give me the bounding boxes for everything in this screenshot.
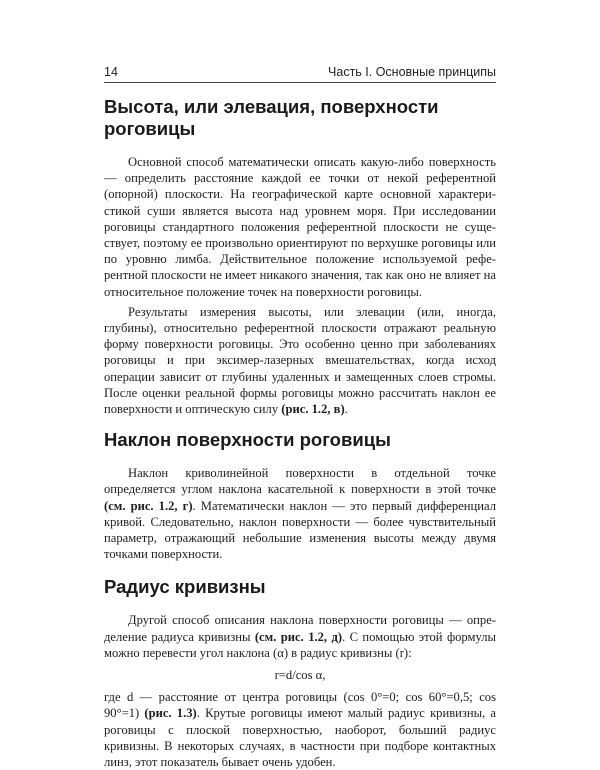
paragraph-text: . Крутые роговицы имеют малый радиус кривизны, а роговицы с плоской поверхностью, наоборот, больший радиус кривизны. В некоторых случаях, в частности при подборе контактных линз, этот показатель бывает очень удобен. [104, 706, 497, 770]
figure-reference: (см. рис. 1.2, г) [104, 498, 193, 513]
section-body-slope [104, 465, 496, 562]
section-heading-elevation: Высота, или элевация, поверхности роговицы [104, 96, 439, 139]
paragraph-text: Результаты измерения высоты, или элевации (или, иногда, глубины), относительно референтной плоскости отражают реальную форму поверхности роговицы. Это особенно ценно при заболеваниях роговицы и при эксимер-лазерных вмешательствах, когда исход операции зависит от глубины удаленных и замещенных слоев стромы. После оценки реальной формы роговицы можно рассчитать наклон ее поверхности и оптическую силу [104, 304, 496, 417]
chapter-title: Часть I. Основные принципы [328, 65, 496, 79]
paragraph [104, 612, 496, 661]
running-header [104, 64, 496, 83]
paragraph-text: . С помощью этой формулы можно перевести угол наклона (α) в радиус кривизны (r): [104, 629, 496, 660]
paragraph [104, 304, 496, 417]
section-heading-radius: Радиус кривизны [104, 576, 266, 598]
figure-reference: (рис. 1.3) [144, 706, 197, 721]
page-number: 14 [104, 65, 118, 79]
section-body-radius [104, 612, 496, 770]
figure-reference: (рис. 1.2, в) [281, 402, 345, 417]
paragraph-text: . Математически наклон — это первый дифференциал кривой. Следовательно, наклон поверхности — более чувствительный параметр, отражающий небольшие изменения высоты между двумя точками поверхности. [104, 498, 496, 562]
paragraph-text: где d — расстояние от центра роговицы (cos 0°=0; cos 60°=0,5; cos 90°=1) [104, 690, 496, 721]
section-body-elevation [104, 154, 496, 417]
paragraph [104, 465, 496, 562]
section-heading-slope: Наклон поверхности роговицы [104, 429, 391, 451]
paragraph-text: Наклон криволинейной поверхности в отдельной точке определяется углом наклона касательной к поверхности в этой точке [104, 466, 496, 497]
figure-reference: (см. рис. 1.2, д) [254, 629, 343, 644]
paragraph-text: Другой способ описания наклона поверхности роговицы — определение радиуса кривизны [104, 613, 496, 644]
paragraph-text: . [344, 402, 348, 417]
page-content [104, 96, 496, 770]
formula: r=d/cos α, [274, 668, 326, 683]
paragraph: Основной способ математически описать какую-либо поверхность — определить расстояние каждой ее точки от некой референтной (опорной) плоскости. На географической карте основной характеристикой суши является высота над уровнем моря. При исследовании роговицы стандартного положения референтной плоскости не существует, поэтому ее произвольно ориентируют по верхушке роговицы или по уровню лимба. Действительное положение используемой референтной плоскости не имеет никакого значения, так как оно не влияет на относительное положение точек на поверхности роговицы. [104, 155, 496, 299]
paragraph [104, 689, 496, 770]
